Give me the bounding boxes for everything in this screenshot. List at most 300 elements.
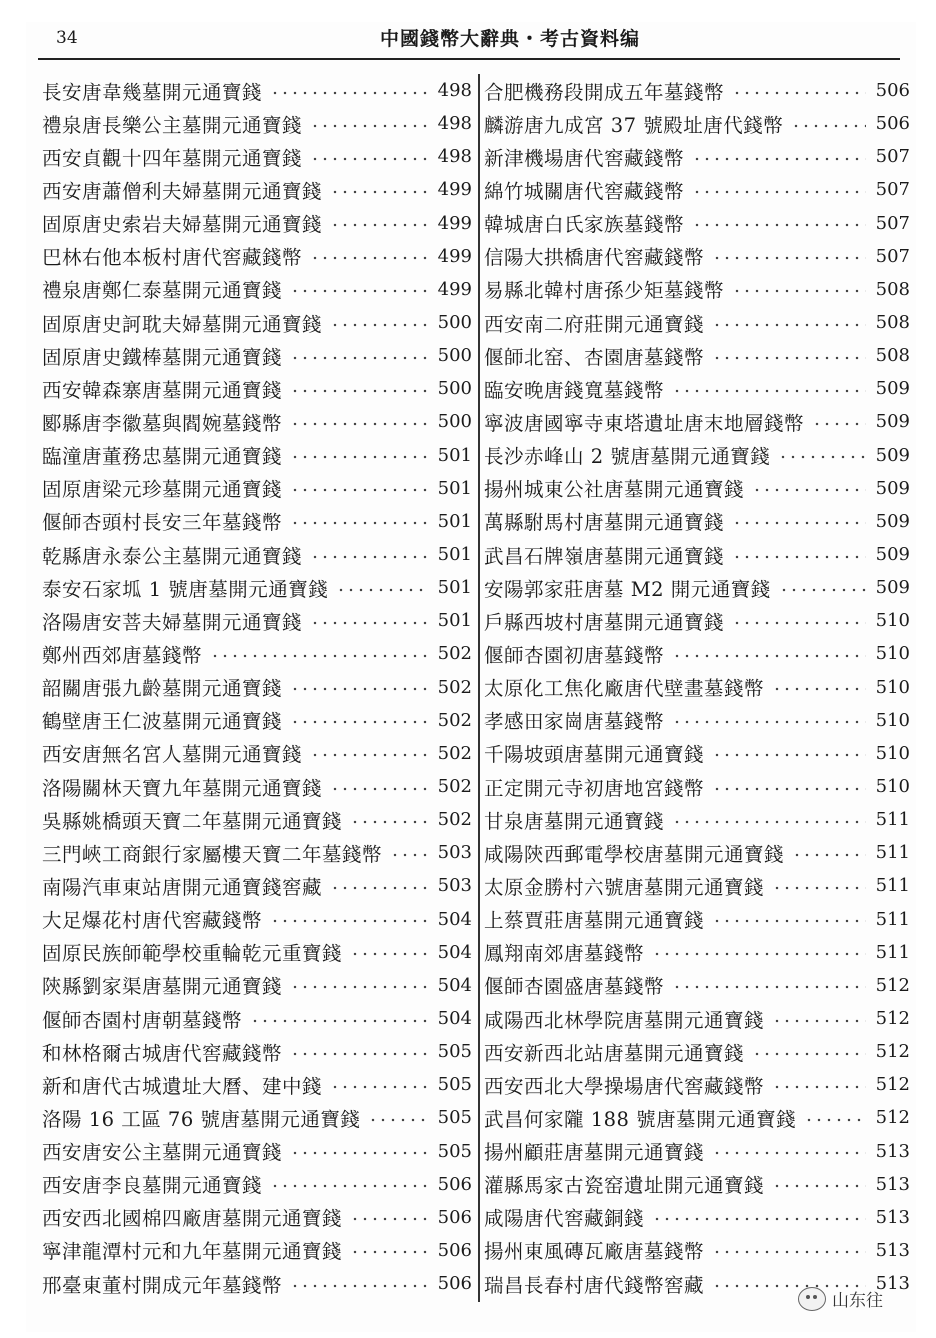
entry-page-number: 505 — [437, 1074, 472, 1096]
entry-page-number: 513 — [875, 1239, 910, 1261]
entry-title: 長沙赤峰山 2 號唐墓開元通寶錢 — [484, 445, 771, 469]
entry-page-number: 512 — [875, 1041, 910, 1063]
entry-title: 固原民族師範學校重輪乾元重寶錢 — [42, 942, 343, 966]
dot-leader — [290, 1284, 428, 1288]
entry-title: 固原唐史索岩夫婦墓開元通寶錢 — [42, 213, 323, 237]
entry-title: 新和唐代古城遺址大曆、建中錢 — [42, 1074, 323, 1098]
entry-title: 寧津龍潭村元和九年墓開元通寶錢 — [42, 1240, 343, 1264]
dot-leader — [290, 389, 428, 393]
dot-leader — [350, 952, 428, 956]
right-column — [484, 74, 910, 1300]
dot-leader — [652, 1217, 866, 1221]
entry-title: 偃師杏園村唐朝墓錢幣 — [42, 1008, 243, 1032]
dot-leader — [270, 91, 428, 95]
dot-leader — [791, 124, 866, 128]
watermark-text: 山东往 — [832, 1291, 883, 1311]
dot-leader — [732, 289, 866, 293]
dot-leader — [712, 323, 866, 327]
entry-page-number: 506 — [437, 1206, 472, 1228]
entry-page-number: 506 — [437, 1239, 472, 1261]
entry-page-number: 506 — [875, 80, 910, 102]
index-entry — [484, 903, 910, 936]
index-entry — [484, 372, 910, 405]
index-entry — [484, 969, 910, 1002]
entry-page-number: 498 — [437, 146, 472, 168]
index-entry — [42, 604, 472, 637]
dot-leader — [310, 555, 428, 559]
entry-page-number: 505 — [437, 1107, 472, 1129]
dot-leader — [310, 753, 428, 757]
entry-page-number: 502 — [437, 643, 472, 665]
index-entry — [42, 372, 472, 405]
entry-page-number: 499 — [437, 245, 472, 267]
entry-title: 甘泉唐墓開元通寶錢 — [484, 809, 665, 833]
entry-title: 長安唐韋幾墓開元通寶錢 — [42, 80, 263, 104]
entry-page-number: 500 — [437, 411, 472, 433]
index-entry — [42, 637, 472, 670]
dot-leader — [368, 1118, 428, 1122]
dot-leader — [692, 157, 866, 161]
index-entry — [484, 273, 910, 306]
entry-title: 揚州城東公社唐墓開元通寶錢 — [484, 478, 745, 502]
dot-leader — [812, 422, 866, 426]
dot-leader — [752, 488, 866, 492]
entry-page-number: 503 — [437, 875, 472, 897]
entry-page-number: 501 — [437, 610, 472, 632]
entry-title: 西安貞觀十四年墓開元通寶錢 — [42, 146, 303, 170]
dot-leader — [732, 521, 866, 525]
index-entry — [484, 1234, 910, 1267]
dot-leader — [772, 1184, 866, 1188]
entry-page-number: 509 — [875, 544, 910, 566]
dot-leader — [290, 720, 428, 724]
index-entry — [42, 74, 472, 107]
index-entry — [42, 505, 472, 538]
entry-title: 鄭州西郊唐墓錢幣 — [42, 643, 203, 667]
dot-leader — [752, 1052, 866, 1056]
entry-page-number: 509 — [875, 477, 910, 499]
dot-leader — [310, 157, 428, 161]
entry-title: 麟游唐九成宮 37 號殿址唐代錢幣 — [484, 113, 784, 137]
dot-leader — [772, 687, 866, 691]
dot-leader — [290, 1052, 428, 1056]
column-divider — [478, 74, 480, 1302]
index-entry — [484, 671, 910, 704]
index-entry — [42, 571, 472, 604]
entry-page-number: 511 — [875, 908, 910, 930]
index-entry — [484, 836, 910, 869]
entry-title: 固原唐史訶耽夫婦墓開元通寶錢 — [42, 312, 323, 336]
dot-leader — [330, 1085, 428, 1089]
index-entry — [42, 1234, 472, 1267]
index-entry — [484, 173, 910, 206]
dot-leader — [712, 787, 866, 791]
entry-page-number: 510 — [875, 610, 910, 632]
entry-title: 武昌何家隴 188 號唐墓開元通寶錢 — [484, 1107, 797, 1131]
entry-title: 陝縣劉家渠唐墓開元通寶錢 — [42, 975, 283, 999]
entry-page-number: 508 — [875, 278, 910, 300]
dot-leader — [772, 886, 866, 890]
entry-page-number: 498 — [437, 113, 472, 135]
entry-page-number: 504 — [437, 908, 472, 930]
entry-title: 固原唐史鐵棒墓開元通寶錢 — [42, 345, 283, 369]
dot-leader — [712, 356, 866, 360]
entry-page-number: 507 — [875, 212, 910, 234]
dot-leader — [692, 190, 866, 194]
entry-title: 太原化工焦化廠唐代壁畫墓錢幣 — [484, 677, 765, 701]
dot-leader — [672, 654, 866, 658]
dot-leader — [290, 422, 428, 426]
entry-title: 臨安晚唐錢寬墓錢幣 — [484, 378, 665, 402]
entry-title: 大足爆花村唐代窖藏錢幣 — [42, 909, 263, 933]
dot-leader — [732, 621, 866, 625]
index-entry — [484, 207, 910, 240]
entry-title: 揚州顧莊唐墓開元通寶錢 — [484, 1141, 705, 1165]
entry-page-number: 512 — [875, 1074, 910, 1096]
entry-title: 巴林右他本板村唐代窖藏錢幣 — [42, 246, 303, 270]
entry-title: 韶關唐張九齡墓開元通寶錢 — [42, 677, 283, 701]
dot-leader — [310, 621, 428, 625]
index-entry — [42, 306, 472, 339]
entry-page-number: 502 — [437, 676, 472, 698]
entry-page-number: 510 — [875, 709, 910, 731]
entry-page-number: 506 — [437, 1173, 472, 1195]
index-entry — [42, 803, 472, 836]
entry-page-number: 511 — [875, 809, 910, 831]
entry-page-number: 505 — [437, 1140, 472, 1162]
index-entry — [42, 936, 472, 969]
entry-title: 瑞昌長春村唐代錢幣窖藏 — [484, 1273, 705, 1297]
entry-title: 洛陽唐安菩夫婦墓開元通寶錢 — [42, 610, 303, 634]
index-entry — [484, 604, 910, 637]
dot-leader — [778, 455, 866, 459]
entry-title: 固原唐梁元珍墓開元通寶錢 — [42, 478, 283, 502]
index-entry — [484, 107, 910, 140]
dot-leader — [712, 919, 866, 923]
entry-page-number: 509 — [875, 444, 910, 466]
index-entry — [42, 1201, 472, 1234]
entry-title: 鶴壁唐王仁波墓開元通寶錢 — [42, 710, 283, 734]
entry-title: 臨潼唐董務忠墓開元通寶錢 — [42, 445, 283, 469]
entry-title: 郾縣唐李徽墓與閻婉墓錢幣 — [42, 411, 283, 435]
entry-title: 西安唐無名宮人墓開元通寶錢 — [42, 743, 303, 767]
index-entry — [484, 1035, 910, 1068]
index-entry — [484, 405, 910, 438]
index-entry — [42, 140, 472, 173]
dot-leader — [672, 820, 866, 824]
dot-leader — [692, 223, 866, 227]
dot-leader — [210, 654, 428, 658]
entry-title: 偃師杏園盛唐墓錢幣 — [484, 975, 665, 999]
page-number: 34 — [56, 28, 78, 48]
entry-title: 正定開元寺初唐地宮錢幣 — [484, 776, 705, 800]
entry-title: 信陽大拱橋唐代窖藏錢幣 — [484, 246, 705, 270]
entry-title: 禮泉唐鄭仁泰墓開元通寶錢 — [42, 279, 283, 303]
dot-leader — [270, 919, 428, 923]
entry-page-number: 500 — [437, 378, 472, 400]
entry-page-number: 511 — [875, 842, 910, 864]
entry-page-number: 507 — [875, 179, 910, 201]
entry-title: 吳縣姚橋頭天寶二年墓開元通寶錢 — [42, 809, 343, 833]
entry-title: 洛陽 16 工區 76 號唐墓開元通寶錢 — [42, 1107, 361, 1131]
index-entry — [42, 240, 472, 273]
dot-leader — [330, 190, 428, 194]
dot-leader — [792, 853, 866, 857]
index-entry — [42, 207, 472, 240]
dot-leader — [390, 853, 428, 857]
entry-page-number: 498 — [437, 80, 472, 102]
wechat-icon — [798, 1287, 826, 1311]
entry-title: 綿竹城關唐代窖藏錢幣 — [484, 179, 685, 203]
dot-leader — [712, 1250, 866, 1254]
index-entry — [484, 737, 910, 770]
entry-title: 和林格爾古城唐代窖藏錢幣 — [42, 1041, 283, 1065]
index-entry — [42, 1035, 472, 1068]
index-entry — [42, 439, 472, 472]
entry-title: 禮泉唐長樂公主墓開元通寶錢 — [42, 113, 303, 137]
index-entry — [42, 1168, 472, 1201]
entry-page-number: 504 — [437, 1008, 472, 1029]
index-entry — [484, 1168, 910, 1201]
entry-page-number: 501 — [437, 510, 472, 532]
dot-leader — [712, 256, 866, 260]
entry-page-number: 511 — [875, 875, 910, 897]
entry-page-number: 510 — [875, 676, 910, 698]
entry-title: 西安唐李良墓開元通寶錢 — [42, 1174, 263, 1198]
entry-page-number: 505 — [437, 1041, 472, 1063]
index-columns — [40, 74, 912, 1310]
entry-title: 戶縣西坡村唐墓開元通寶錢 — [484, 610, 725, 634]
index-entry — [42, 903, 472, 936]
index-entry — [484, 1135, 910, 1168]
entry-title: 灌縣馬家古瓷窑遺址開元通寶錢 — [484, 1174, 765, 1198]
dot-leader — [712, 753, 866, 757]
entry-title: 咸陽唐代窖藏銅錢 — [484, 1207, 645, 1231]
entry-title: 咸陽陝西郵電學校唐墓開元通寶錢 — [484, 842, 785, 866]
index-entry — [42, 1135, 472, 1168]
dot-leader — [270, 1184, 428, 1188]
dot-leader — [290, 488, 428, 492]
entry-page-number: 506 — [875, 113, 910, 135]
entry-page-number: 507 — [875, 245, 910, 267]
entry-title: 西安南二府莊開元通寶錢 — [484, 312, 705, 336]
index-entry — [42, 869, 472, 902]
entry-page-number: 504 — [437, 941, 472, 963]
dot-leader — [732, 91, 866, 95]
entry-title: 乾縣唐永泰公主墓開元通寶錢 — [42, 544, 303, 568]
dot-leader — [250, 1019, 428, 1023]
entry-title: 揚州東風磚瓦廠唐墓錢幣 — [484, 1240, 705, 1264]
index-entry — [484, 571, 910, 604]
index-entry — [484, 1068, 910, 1101]
entry-page-number: 502 — [437, 809, 472, 831]
entry-page-number: 501 — [437, 544, 472, 566]
entry-title: 安陽郭家莊唐墓 M2 開元通寶錢 — [484, 577, 771, 601]
entry-title: 西安西北國棉四廠唐墓開元通寶錢 — [42, 1207, 343, 1231]
index-entry — [484, 704, 910, 737]
index-entry — [42, 472, 472, 505]
dot-leader — [672, 389, 866, 393]
entry-page-number: 502 — [437, 776, 472, 798]
entry-page-number: 510 — [875, 776, 910, 798]
dot-leader — [330, 323, 428, 327]
entry-page-number: 507 — [875, 146, 910, 168]
watermark — [798, 1286, 883, 1311]
entry-title: 泰安石家坬 1 號唐墓開元通寶錢 — [42, 577, 329, 601]
dot-leader — [330, 886, 428, 890]
dot-leader — [336, 588, 428, 592]
dot-leader — [652, 952, 866, 956]
index-entry — [42, 1002, 472, 1035]
dot-leader — [290, 289, 428, 293]
index-entry — [42, 405, 472, 438]
entry-page-number: 501 — [437, 577, 472, 599]
entry-title: 韓城唐白氏家族墓錢幣 — [484, 213, 685, 237]
entry-page-number: 502 — [437, 742, 472, 764]
entry-title: 西安新西北站唐墓開元通寶錢 — [484, 1041, 745, 1065]
index-entry — [484, 637, 910, 670]
index-entry — [42, 273, 472, 306]
page-header — [38, 22, 900, 60]
entry-page-number: 512 — [875, 1008, 910, 1029]
entry-title: 萬縣駙馬村唐墓開元通寶錢 — [484, 511, 725, 535]
entry-title: 合肥機務段開成五年墓錢幣 — [484, 80, 725, 104]
dot-leader — [772, 1019, 866, 1023]
entry-page-number: 513 — [875, 1273, 910, 1295]
index-entry — [42, 538, 472, 571]
dot-leader — [779, 588, 866, 592]
entry-page-number: 501 — [437, 477, 472, 499]
entry-page-number: 509 — [875, 411, 910, 433]
entry-title: 西安韓森寨唐墓開元通寶錢 — [42, 378, 283, 402]
index-entry — [484, 1201, 910, 1234]
entry-title: 西安唐蕭僧利夫婦墓開元通寶錢 — [42, 179, 323, 203]
index-entry — [42, 339, 472, 372]
entry-title: 咸陽西北林學院唐墓開元通寶錢 — [484, 1008, 765, 1032]
dot-leader — [672, 720, 866, 724]
index-entry — [484, 538, 910, 571]
dot-leader — [330, 787, 428, 791]
dot-leader — [290, 1151, 428, 1155]
entry-title: 千陽坡頭唐墓開元通寶錢 — [484, 743, 705, 767]
index-entry — [484, 1101, 910, 1134]
entry-title: 西安西北大學操場唐代窖藏錢幣 — [484, 1074, 765, 1098]
entry-page-number: 499 — [437, 212, 472, 234]
entry-title: 新津機場唐代窖藏錢幣 — [484, 146, 685, 170]
entry-title: 西安唐安公主墓開元通寶錢 — [42, 1141, 283, 1165]
entry-page-number: 511 — [875, 941, 910, 963]
index-entry — [484, 472, 910, 505]
entry-page-number: 499 — [437, 278, 472, 300]
entry-title: 孝感田家崗唐墓錢幣 — [484, 710, 665, 734]
dot-leader — [290, 455, 428, 459]
dot-leader — [310, 256, 428, 260]
entry-page-number: 509 — [875, 378, 910, 400]
entry-page-number: 509 — [875, 510, 910, 532]
entry-page-number: 512 — [875, 974, 910, 996]
dot-leader — [804, 1118, 866, 1122]
entry-page-number: 500 — [437, 345, 472, 367]
entry-page-number: 499 — [437, 179, 472, 201]
running-title: 中國錢幣大辭典・考古資料编 — [380, 28, 641, 50]
entry-page-number: 513 — [875, 1173, 910, 1195]
entry-title: 太原金勝村六號唐墓開元通寶錢 — [484, 875, 765, 899]
entry-page-number: 506 — [437, 1273, 472, 1295]
dot-leader — [772, 1085, 866, 1089]
index-entry — [42, 969, 472, 1002]
entry-title: 武昌石牌嶺唐墓開元通寶錢 — [484, 544, 725, 568]
entry-title: 上蔡賈莊唐墓開元通寶錢 — [484, 909, 705, 933]
index-entry — [484, 869, 910, 902]
dot-leader — [350, 820, 428, 824]
entry-title: 洛陽關林天寶九年墓開元通寶錢 — [42, 776, 323, 800]
dot-leader — [290, 985, 428, 989]
dot-leader — [290, 521, 428, 525]
entry-page-number: 503 — [437, 842, 472, 864]
entry-title: 邢臺東董村開成元年墓錢幣 — [42, 1273, 283, 1297]
index-entry — [484, 140, 910, 173]
entry-page-number: 513 — [875, 1206, 910, 1228]
index-entry — [42, 1068, 472, 1101]
entry-title: 偃師杏園初唐墓錢幣 — [484, 643, 665, 667]
index-entry — [42, 836, 472, 869]
index-entry — [42, 737, 472, 770]
entry-page-number: 502 — [437, 709, 472, 731]
entry-title: 偃師杏頭村長安三年墓錢幣 — [42, 511, 283, 535]
index-entry — [42, 770, 472, 803]
dot-leader — [330, 223, 428, 227]
dot-leader — [732, 555, 866, 559]
entry-page-number: 513 — [875, 1140, 910, 1162]
dot-leader — [672, 985, 866, 989]
entry-title: 偃師北窑、杏園唐墓錢幣 — [484, 345, 705, 369]
index-entry — [484, 770, 910, 803]
index-entry — [42, 1101, 472, 1134]
dot-leader — [712, 1151, 866, 1155]
index-entry — [42, 173, 472, 206]
entry-page-number: 504 — [437, 974, 472, 996]
entry-title: 南陽汽車東站唐開元通寶錢窖藏 — [42, 875, 323, 899]
dot-leader — [350, 1217, 428, 1221]
index-entry — [484, 240, 910, 273]
entry-page-number: 508 — [875, 345, 910, 367]
dot-leader — [290, 356, 428, 360]
index-entry — [484, 505, 910, 538]
index-entry — [42, 704, 472, 737]
dot-leader — [290, 687, 428, 691]
entry-page-number: 500 — [437, 312, 472, 334]
entry-page-number: 512 — [875, 1107, 910, 1129]
index-entry — [484, 439, 910, 472]
entry-title: 三門峽工商銀行家屬樓天寶二年墓錢幣 — [42, 842, 383, 866]
index-entry — [484, 74, 910, 107]
index-entry — [42, 107, 472, 140]
entry-title: 寧波唐國寧寺東塔遺址唐末地層錢幣 — [484, 411, 805, 435]
index-entry — [42, 1267, 472, 1300]
entry-title: 鳳翔南郊唐墓錢幣 — [484, 942, 645, 966]
entry-page-number: 509 — [875, 577, 910, 599]
index-entry — [42, 671, 472, 704]
dot-leader — [310, 124, 428, 128]
entry-page-number: 508 — [875, 312, 910, 334]
entry-title: 易縣北韓村唐孫少矩墓錢幣 — [484, 279, 725, 303]
index-entry — [484, 803, 910, 836]
dot-leader — [350, 1250, 428, 1254]
left-column — [42, 74, 472, 1300]
index-entry — [484, 306, 910, 339]
index-entry — [484, 339, 910, 372]
entry-page-number: 510 — [875, 643, 910, 665]
